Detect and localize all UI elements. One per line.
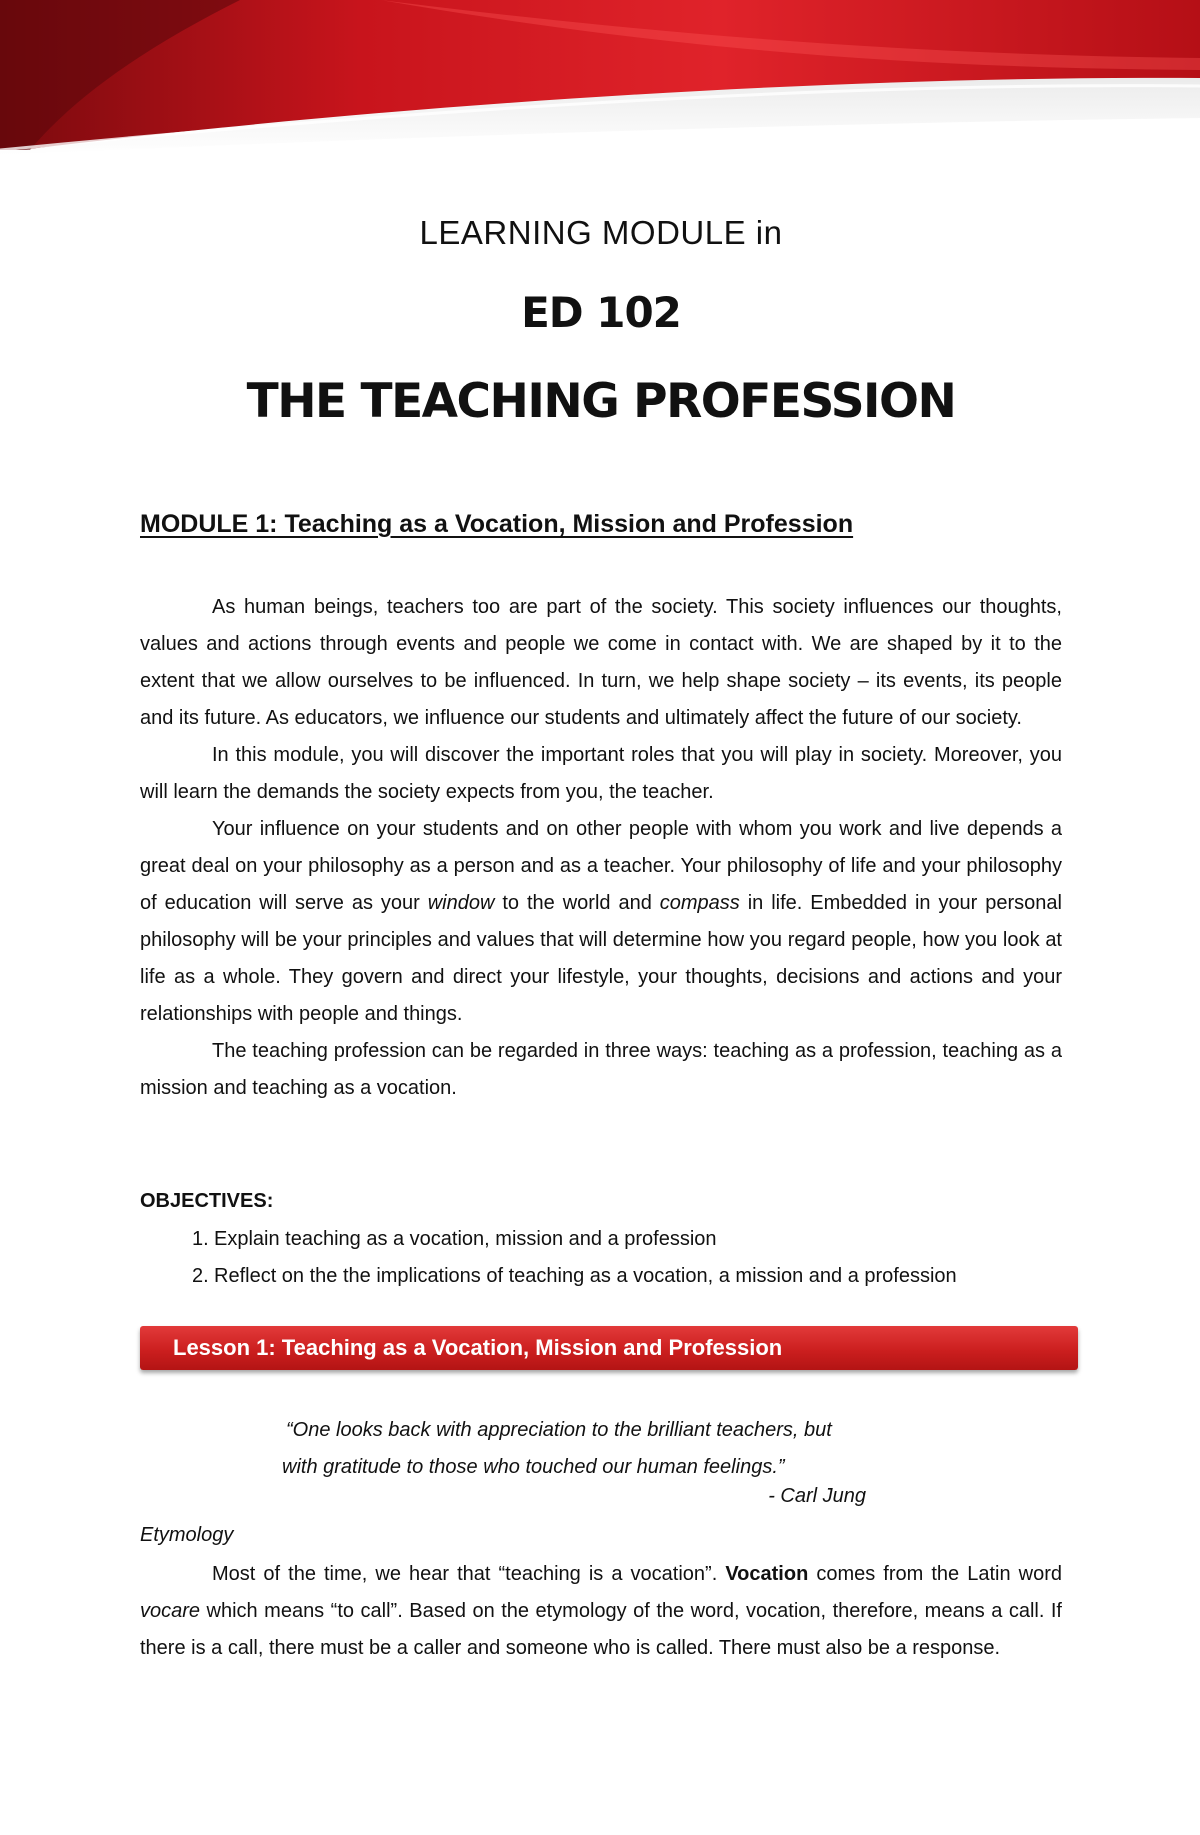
list-item: 1. Explain teaching as a vocation, mission and a profession	[192, 1228, 717, 1250]
list-item: 2. Reflect on the the implications of teaching as a vocation, a mission and a profession	[192, 1265, 957, 1287]
paragraph: In this module, you will discover the important roles that you will play in society. Moreover, you will learn the demands the society expects from you, the teacher.	[140, 744, 1062, 803]
emphasis-window: window	[427, 892, 495, 914]
paragraph: Most of the time, we hear that “teaching is a vocation”. Vocation comes from the Latin word vocare which means “to call”. Based on the etymology of the word, vocation, therefore, means a call. If there is a call, there must be a caller and someone who is called. There must also be a response.	[140, 1563, 1062, 1659]
module-introduction	[140, 589, 1062, 1107]
quote-line: “One looks back with appreciation to the brilliant teachers, but	[286, 1419, 832, 1441]
objectives-list	[192, 1221, 957, 1295]
module-title-pre: LEARNING MODULE in	[419, 214, 783, 251]
module-heading: MODULE 1: Teaching as a Vocation, Mission and Profession	[140, 510, 854, 538]
paragraph: The teaching profession can be regarded in three ways: teaching as a profession, teaching as a mission and teaching as a vocation.	[140, 1040, 1062, 1099]
etymology-text	[140, 1556, 1062, 1667]
etymology-heading: Etymology	[140, 1524, 234, 1546]
objectives-title: OBJECTIVES:	[140, 1190, 274, 1212]
paragraph: As human beings, teachers too are part of the society. This society influences our thoughts, values and actions through events and people we come in contact with. We are shaped by it to the extent that we allow ourselves to be influenced. In turn, we help shape society – its events, its people and its future. As educators, we influence our students and ultimately affect the future of our society.	[140, 596, 1062, 729]
quote	[282, 1412, 882, 1486]
paragraph-philosophy: Your influence on your students and on other people with whom you work and live depends a great deal on your philosophy as a person and as a teacher. Your philosophy of life and your philosophy of education will serve as your window to the world and compass in life. Embedded in your personal philosophy will be your principles and values that will determine how you regard people, how you look at life as a whole. They govern and direct your lifestyle, your thoughts, decisions and actions and your relationships with people and things.	[140, 818, 1062, 1025]
lesson-banner	[140, 1326, 1078, 1370]
course-title: THE TEACHING PROFESSION	[246, 374, 956, 429]
term-vocare: vocare	[140, 1600, 201, 1622]
course-code: ED 102	[521, 288, 681, 337]
term-vocation: Vocation	[725, 1563, 809, 1585]
quote-line: with gratitude to those who touched our human feelings.”	[282, 1456, 785, 1478]
header-banner	[0, 0, 1200, 160]
lesson-title: Lesson 1: Teaching as a Vocation, Mission and Profession	[173, 1335, 783, 1360]
emphasis-compass: compass	[659, 892, 740, 914]
quote-author: - Carl Jung	[768, 1485, 866, 1507]
